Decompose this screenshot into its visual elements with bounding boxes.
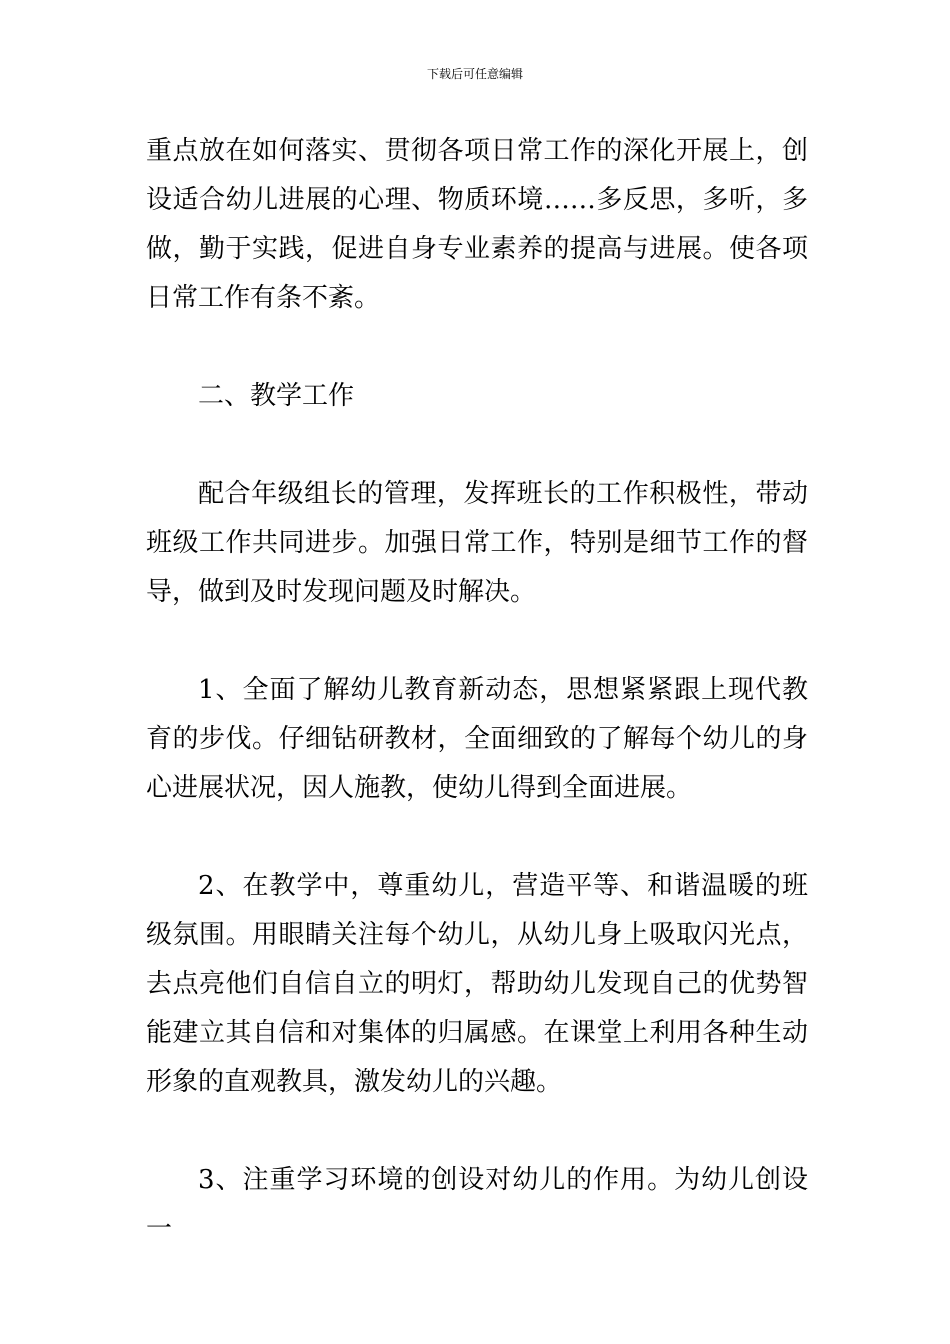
paragraph-spacer bbox=[146, 617, 808, 666]
paragraph-intro: 重点放在如何落实、贯彻各项日常工作的深化开展上，创设适合幼儿进展的心理、物质环境……多反思，多听，多做，勤于实践，促进自身专业素养的提高与进展。使各项日常工作有条不紊。 bbox=[146, 136, 808, 313]
paragraph-spacer bbox=[146, 421, 808, 470]
paragraph-spacer bbox=[146, 323, 808, 372]
paragraph-spacer bbox=[146, 813, 808, 862]
section-heading-teaching: 二、教学工作 bbox=[198, 381, 355, 411]
paragraph-coordination: 配合年级组长的管理，发挥班长的工作积极性，带动班级工作共同进步。加强日常工作，特别是细节工作的督导，做到及时发现问题及时解决。 bbox=[146, 479, 808, 607]
list-item-2: 2、在教学中，尊重幼儿，营造平等、和谐温暖的班级氛围。用眼睛关注每个幼儿，从幼儿身上吸取闪光点，去点亮他们自信自立的明灯，帮助幼儿发现自己的优势智能建立其自信和对集体的归属感。在课堂上利用各种生动形象的直观教具，激发幼儿的兴趣。 bbox=[146, 871, 808, 1097]
page-header: 下载后可任意编辑 bbox=[426, 67, 523, 81]
list-item-3: 3、注重学习环境的创设对幼儿的作用。为幼儿创设一 bbox=[146, 1165, 808, 1244]
paragraph-spacer bbox=[146, 1107, 808, 1156]
list-item-1: 1、全面了解幼儿教育新动态，思想紧紧跟上现代教育的步伐。仔细钻研教材，全面细致的了解每个幼儿的身心进展状况，因人施教，使幼儿得到全面进展。 bbox=[146, 675, 808, 803]
document-body bbox=[146, 127, 808, 1254]
